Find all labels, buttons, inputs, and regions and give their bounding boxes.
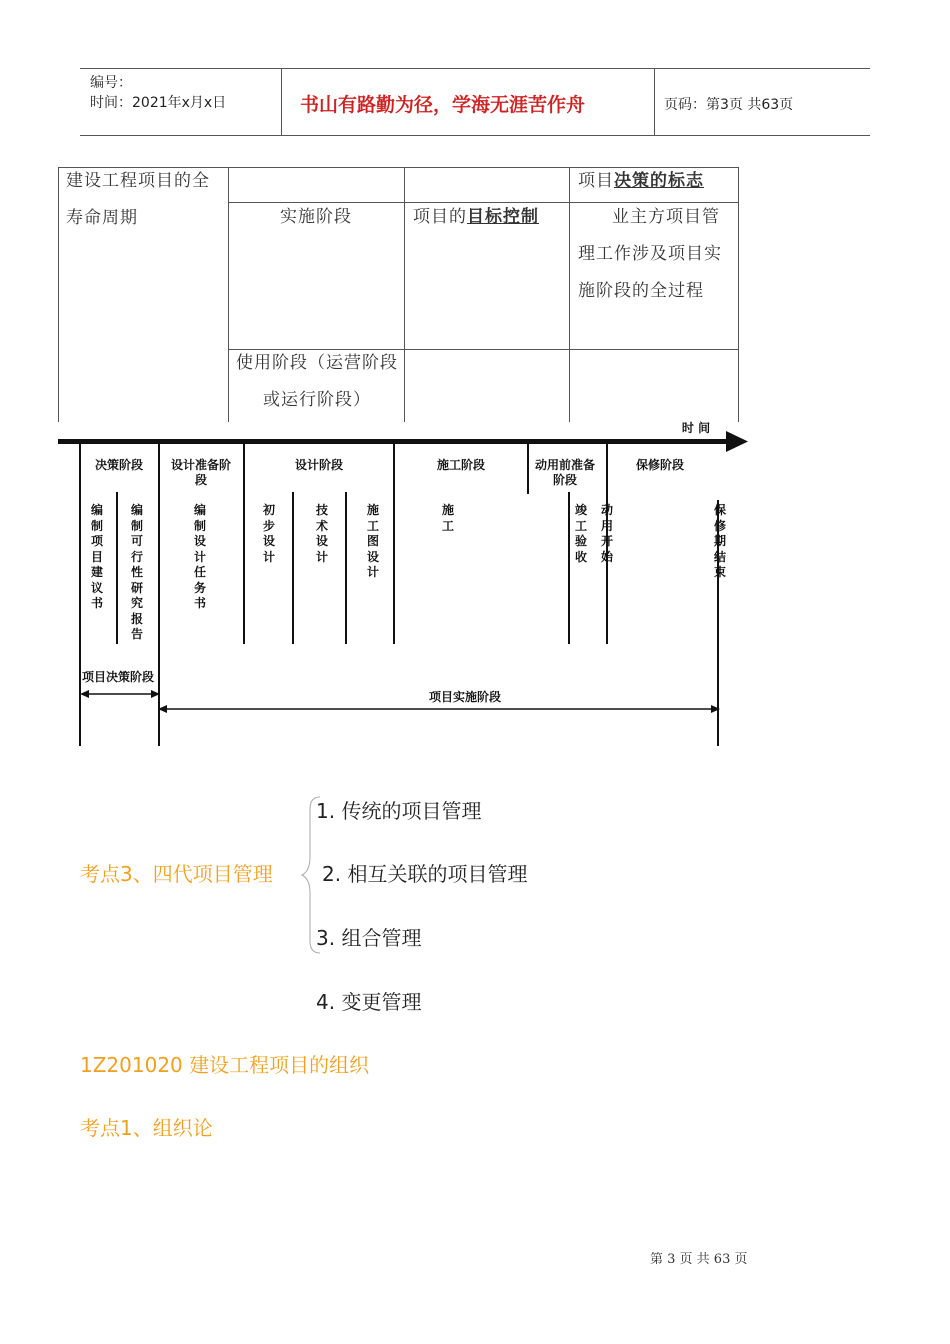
table-cell-decision-mark: 项目决策的标志 [578, 171, 704, 191]
milestone-label: 编制可行性研究报告 [130, 503, 143, 641]
table-cell-owner-management: 业主方项目管理工作涉及项目实施阶段的全过程 [578, 207, 722, 301]
time-label: 时 间 [681, 421, 711, 435]
table-cell-usage-phase: 使用阶段（运营阶段或运行阶段） [236, 353, 398, 410]
table-cell-lifecycle: 建设工程项目的全寿命周期 [66, 171, 210, 228]
timeline-arrowhead [726, 431, 748, 452]
phase-label: 决策阶段 [94, 458, 143, 472]
point-heading: 考点1、组织论 [80, 1116, 213, 1140]
phase-label: 保修阶段 [635, 458, 684, 472]
milestone-label: 编制设计任务书 [193, 503, 206, 610]
decision-span-label: 项目决策阶段 [82, 670, 155, 684]
milestone-label: 竣工验收 [574, 503, 587, 564]
header-top-rule [80, 68, 870, 69]
milestone-label: 施工 [441, 503, 454, 533]
list-item: 1. 传统的项目管理 [316, 799, 482, 823]
milestone-label: 技术设计 [315, 503, 328, 564]
document-date: 时间：2021年x月x日 [90, 95, 227, 111]
phase-label: 动用前准备阶段 [534, 458, 595, 487]
decision-span-arrow [80, 688, 160, 700]
header-divider [281, 68, 282, 136]
milestone-label: 编制项目建议书 [90, 503, 103, 610]
section-title-four-generations: 考点3、四代项目管理 [80, 862, 273, 886]
table-cell-target-control: 项目的目标控制 [413, 207, 539, 227]
milestone-label: 施工图设计 [366, 503, 379, 579]
implementation-span-label: 项目实施阶段 [428, 690, 501, 704]
milestone-label: 动用开始 [600, 503, 613, 564]
table-cell-implementation: 实施阶段 [280, 207, 352, 227]
header-motto: 书山有路勤为径，学海无涯苦作舟 [300, 94, 586, 116]
milestone-label: 初步设计 [262, 503, 275, 564]
header-divider [654, 68, 655, 136]
header-bottom-rule [80, 135, 870, 136]
document-number-label: 编号： [90, 75, 132, 91]
list-item: 3. 组合管理 [316, 926, 422, 950]
phase-label: 设计阶段 [294, 458, 343, 472]
page-footer: 第 3 页 共 63 页 [650, 1252, 748, 1267]
section-heading: 1Z201020 建设工程项目的组织 [80, 1053, 370, 1077]
milestone-label: 保修期结束 [713, 503, 726, 579]
list-item: 4. 变更管理 [316, 990, 422, 1014]
list-item: 2. 相互关联的项目管理 [322, 862, 528, 886]
page-info: 页码：第3页 共63页 [664, 97, 794, 113]
implementation-span-arrow [158, 703, 720, 715]
phase-label: 设计准备阶段 [170, 458, 231, 487]
phase-label: 施工阶段 [436, 458, 485, 472]
